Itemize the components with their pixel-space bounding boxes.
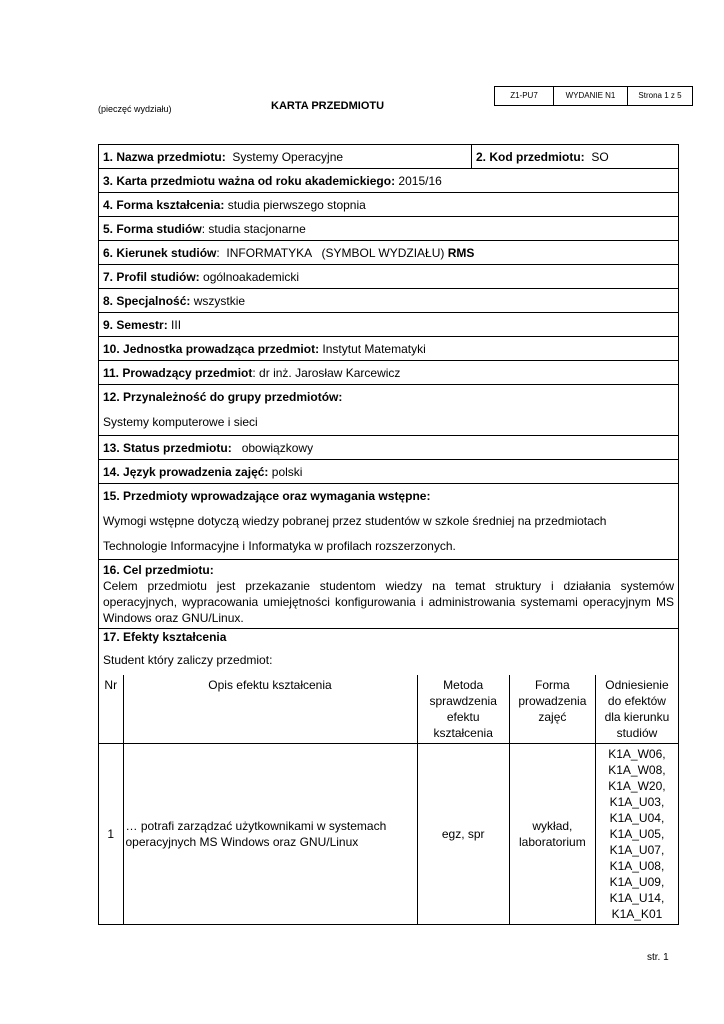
- status-label: 13. Status przedmiotu:: [103, 441, 232, 455]
- valid-year-label: 3. Karta przedmiotu ważna od roku akademickiego:: [103, 174, 396, 188]
- header-program-outcomes: Odniesienie do efektów dla kierunku studiów: [595, 675, 678, 744]
- row-field-of-study: [99, 241, 678, 265]
- profile-value: ogólnoakademicki: [203, 270, 300, 284]
- status-value: obowiązkowy: [241, 441, 314, 455]
- course-group-value: Systemy komputerowe i sieci: [103, 415, 258, 429]
- outcome-description: … potrafi zarządzać użytkownikami w systemach operacyjnych MS Windows oraz GNU/Linux: [123, 744, 417, 925]
- row-education-form: [99, 193, 678, 217]
- row-unit: [99, 337, 678, 361]
- language-label: 14. Język prowadzenia zajęć:: [103, 465, 269, 479]
- course-name-value: Systemy Operacyjne: [232, 150, 344, 164]
- table-row: [99, 744, 678, 925]
- header-class-form: Forma prowadzenia zajęć: [509, 675, 595, 744]
- study-form-value: : studia stacjonarne: [201, 222, 306, 236]
- course-card: [98, 144, 679, 925]
- course-name-label: 1. Nazwa przedmiotu:: [103, 150, 226, 164]
- row-course-goal: [99, 560, 678, 629]
- learning-outcomes-intro: Student który zaliczy przedmiot:: [103, 653, 273, 667]
- faculty-stamp-label: (pieczęć wydziału): [98, 104, 172, 114]
- course-group-label: 12. Przynależność do grupy przedmiotów:: [103, 390, 343, 404]
- page-number: str. 1: [647, 952, 669, 963]
- header-verification-method: Metoda sprawdzenia efektu kształcenia: [417, 675, 509, 744]
- table-header-row: [99, 675, 678, 744]
- outcome-method: egz, spr: [417, 744, 509, 925]
- field-of-study-label: 6. Kierunek studiów: [103, 246, 217, 260]
- course-code-label: 2. Kod przedmiotu:: [476, 150, 585, 164]
- lecturer-value: : dr inż. Jarosław Karcewicz: [252, 366, 401, 380]
- edition: WYDANIE N1: [554, 87, 628, 105]
- outcome-refs: K1A_W06, K1A_W08, K1A_W20, K1A_U03, K1A_U04, K1A_U05, K1A_U07, K1A_U08, K1A_U09, K1A_U14, K1A_K01: [595, 744, 678, 925]
- outcome-nr: 1: [99, 744, 123, 925]
- prerequisites-line-2: Technologie Informacyjne i Informatyka w profilach rozszerzonych.: [103, 539, 456, 553]
- header-nr: Nr: [99, 675, 123, 744]
- row-prerequisites: [99, 484, 678, 560]
- unit-value: Instytut Matematyki: [322, 342, 426, 356]
- document-code: Z1-PU7: [495, 87, 554, 105]
- row-status: [99, 436, 678, 460]
- row-course-group: [99, 385, 678, 436]
- education-form-label: 4. Forma kształcenia:: [103, 198, 225, 212]
- row-semester: [99, 313, 678, 337]
- row-learning-outcomes: [99, 629, 678, 675]
- row-specialty: [99, 289, 678, 313]
- row-profile: [99, 265, 678, 289]
- prerequisites-line-1: Wymogi wstępne dotyczą wiedzy pobranej przez studentów w szkole średniej na przedmiotach: [103, 514, 607, 528]
- semester-value: III: [171, 318, 182, 332]
- lecturer-label: 11. Prowadzący przedmiot: [103, 366, 253, 380]
- page-indicator: Strona 1 z 5: [638, 91, 682, 100]
- course-goal-value: Celem przedmiotu jest przekazanie studentom wiedzy na temat struktury i działania systemów operacyjnych, wypracowania umiejętności konfigurowania i administrowania systemami operacyjnym MS Windows oraz GNU/Linux.: [103, 579, 674, 625]
- learning-outcomes-table: [99, 675, 678, 924]
- specialty-label: 8. Specjalność:: [103, 294, 191, 308]
- faculty-symbol: RMS: [447, 246, 475, 260]
- header-description: Opis efektu kształcenia: [123, 675, 417, 744]
- specialty-value: wszystkie: [193, 294, 246, 308]
- profile-label: 7. Profil studiów:: [103, 270, 200, 284]
- unit-label: 10. Jednostka prowadząca przedmiot:: [103, 342, 320, 356]
- valid-year-value: 2015/16: [398, 174, 442, 188]
- page-title: KARTA PRZEDMIOTU: [271, 100, 385, 112]
- row-name-code: [99, 145, 678, 169]
- row-lecturer: [99, 361, 678, 385]
- row-language: [99, 460, 678, 484]
- document-code-box: [494, 86, 693, 106]
- course-code-value: SO: [591, 150, 609, 164]
- semester-label: 9. Semestr:: [103, 318, 168, 332]
- learning-outcomes-label: 17. Efekty kształcenia: [103, 630, 227, 644]
- language-value: polski: [271, 465, 303, 479]
- education-form-value: studia pierwszego stopnia: [227, 198, 366, 212]
- outcome-form: wykład, laboratorium: [509, 744, 595, 925]
- study-form-label: 5. Forma studiów: [103, 222, 202, 236]
- course-goal-label: 16. Cel przedmiotu:: [103, 563, 214, 577]
- row-study-form: [99, 217, 678, 241]
- row-valid-year: [99, 169, 678, 193]
- field-of-study-value: : INFORMATYKA (SYMBOL WYDZIAŁU): [216, 246, 445, 260]
- prerequisites-label: 15. Przedmioty wprowadzające oraz wymagania wstępne:: [103, 489, 431, 503]
